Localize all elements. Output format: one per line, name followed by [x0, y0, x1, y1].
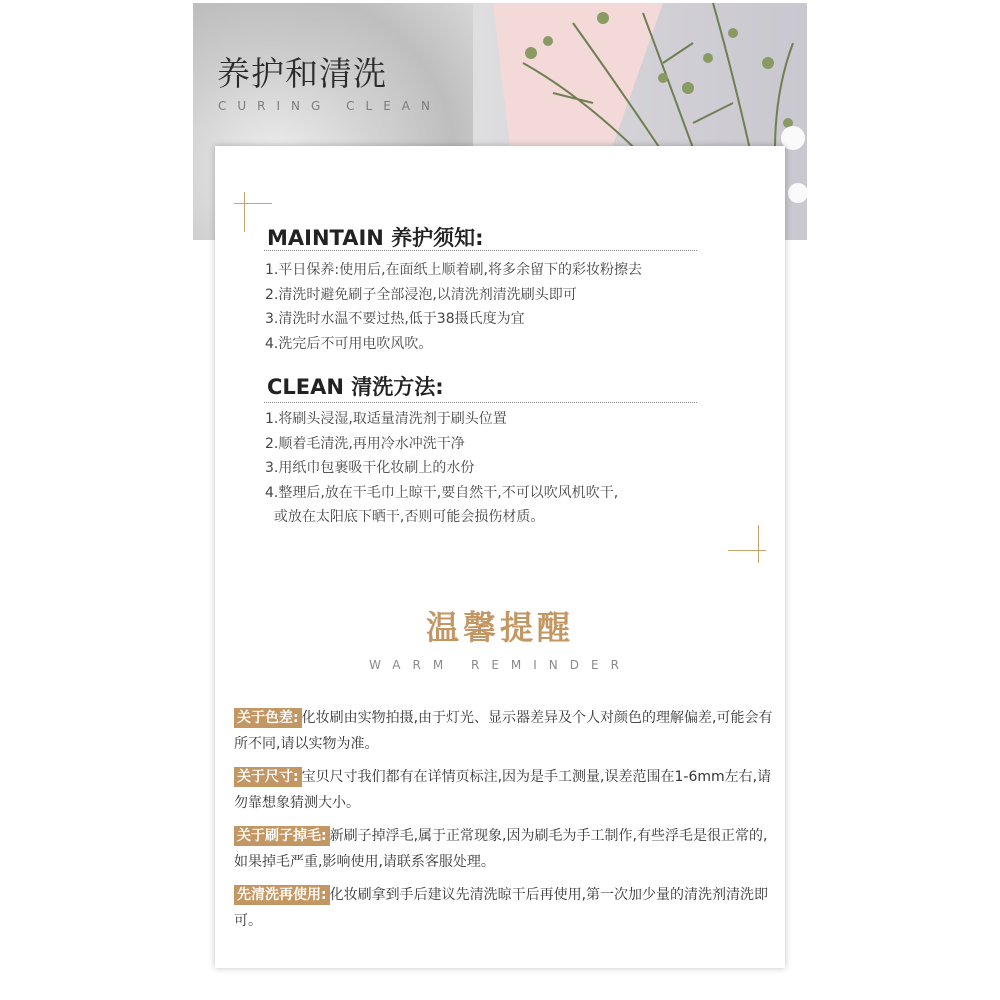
note-tag: 关于尺寸: [234, 767, 302, 787]
maintain-divider [264, 250, 697, 251]
list-item: 3.用纸巾包裹吸干化妆刷上的水份 [265, 460, 475, 476]
list-item: 2.顺着毛清洗,再用冷水冲洗干净 [265, 435, 465, 452]
list-item: 3.清洗时水温不要过热,低于38摄氏度为宜 [265, 311, 525, 327]
note-size [234, 764, 774, 816]
clean-divider [264, 402, 697, 403]
reminder-subtitle: WARM REMINDER [369, 658, 631, 672]
page-title: 养护和清洗 [217, 54, 387, 93]
note-tag: 先清洗再使用: [234, 885, 330, 905]
list-item: 1.平日保养:使用后,在面纸上顺着刷,将多余留下的彩妆粉擦去 [265, 262, 642, 278]
clean-title: CLEAN 清洗方法: [267, 375, 444, 399]
maintain-title: MAINTAIN 养护须知: [267, 226, 484, 250]
list-item: 2.清洗时避免刷子全部浸泡,以清洗剂清洗刷头即可 [265, 286, 577, 303]
note-text: 化妆刷由实物拍摄,由于灯光、显示器差异及个人对颜色的理解偏差,可能会有所不同,请以实物为准。 [234, 710, 773, 752]
reminder-notes [234, 705, 774, 941]
note-text: 宝贝尺寸我们都有在详情页标注,因为是手工测量,误差范围在1-6mm左右,请勿靠想象猜测大小。 [234, 769, 772, 811]
clean-list [265, 407, 618, 530]
note-text: 新刷子掉浮毛,属于正常现象,因为刷毛为手工制作,有些浮毛是很正常的,如果掉毛严重,影响使用,请联系客服处理。 [234, 828, 768, 870]
reminder-title: 温馨提醒 [426, 608, 574, 647]
list-item: 4.整理后,放在干毛巾上晾干,要自然干,不可以吹风机吹干, [265, 484, 619, 501]
note-tag: 关于刷子掉毛: [234, 826, 330, 846]
note-shedding [234, 823, 774, 875]
note-tag: 关于色差: [234, 708, 302, 728]
page-subtitle: CURING CLEAN [218, 99, 441, 113]
note-text: 化妆刷拿到手后建议先清洗晾干后再使用,第一次加少量的清洗剂清洗即可。 [234, 887, 769, 929]
list-item: 1.将刷头浸湿,取适量清洗剂于刷头位置 [265, 411, 507, 427]
note-wash-first [234, 882, 774, 934]
note-color-difference [234, 705, 774, 757]
maintain-list [265, 258, 642, 356]
list-item: 或放在太阳底下晒干,否则可能会损伤材质。 [265, 509, 545, 525]
list-item: 4.洗完后不可用电吹风吹。 [265, 335, 433, 352]
